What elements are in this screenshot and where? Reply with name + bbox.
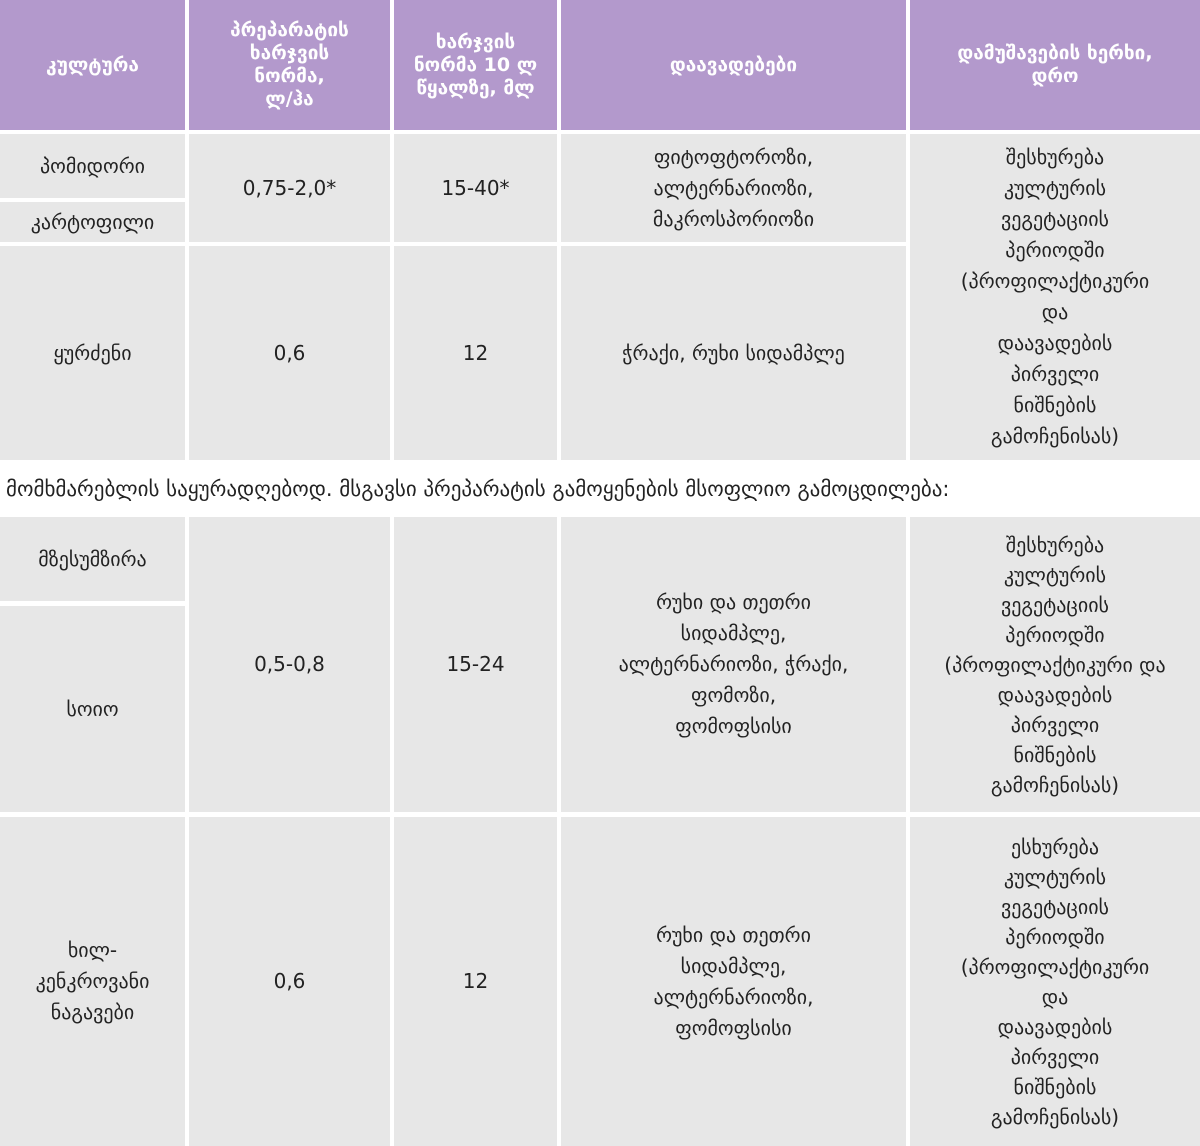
- crop-sunflower: მზესუმზირა: [0, 517, 185, 601]
- water-fruit-berry: 12: [394, 817, 557, 1146]
- crop-soy: სოიო: [0, 606, 185, 812]
- crop-grape: ყურძენი: [0, 246, 185, 460]
- header-culture: კულტურა: [0, 0, 185, 130]
- rate-fruit-berry: 0,6: [189, 817, 390, 1146]
- water-sunflower-soy: 15-24: [394, 517, 557, 812]
- crop-fruit-berry: ხილ- კენკროვანი ნაგავები: [0, 817, 185, 1146]
- user-note: მომხმარებლის საყურადღებოდ. მსგავსი პრეპარატის გამოყენების მსოფლიო გამოცდილება:: [6, 477, 950, 501]
- water-tomato-potato: 15-40*: [394, 134, 557, 242]
- crop-tomato: პომიდორი: [0, 134, 185, 198]
- diseases-grape: ჭრაქი, რუხი სიდამპლე: [561, 246, 906, 460]
- diseases-sunflower-soy: რუხი და თეთრი სიდამპლე, ალტერნარიოზი, ჭრაქი, ფომოზი, ფომოფსისი: [561, 517, 906, 812]
- rate-sunflower-soy: 0,5-0,8: [189, 517, 390, 812]
- treatment-method-2: შესხურება კულტურის ვეგეტაციის პერიოდში (პროფილაქტიკური და დაავადების პირველი ნიშნების გამოჩენისას): [910, 517, 1200, 812]
- header-diseases: დაავადებები: [561, 0, 906, 130]
- treatment-method-1: შესხურება კულტურის ვეგეტაციის პერიოდში (პროფილაქტიკური და დაავადების პირველი ნიშნების გამოჩენისას): [910, 134, 1200, 460]
- diseases-fruit-berry: რუხი და თეთრი სიდამპლე, ალტერნარიოზი, ფომოფსისი: [561, 817, 906, 1146]
- water-grape: 12: [394, 246, 557, 460]
- header-dose-per-ha: პრეპარატის ხარჯვის ნორმა, ლ/ჰა: [189, 0, 390, 130]
- crop-potato: კარტოფილი: [0, 202, 185, 242]
- treatment-method-3: ესხურება კულტურის ვეგეტაციის პერიოდში (პროფილაქტიკური და დაავადების პირველი ნიშნების გამოჩენისას): [910, 817, 1200, 1146]
- rate-tomato-potato: 0,75-2,0*: [189, 134, 390, 242]
- header-dose-per-10l: ხარჯვის ნორმა 10 ლ წყალზე, მლ: [394, 0, 557, 130]
- rate-grape: 0,6: [189, 246, 390, 460]
- diseases-tomato-potato: ფიტოფტოროზი, ალტერნარიოზი, მაკროსპორიოზი: [561, 134, 906, 242]
- header-treatment-method: დამუშავების ხერხი, დრო: [910, 0, 1200, 130]
